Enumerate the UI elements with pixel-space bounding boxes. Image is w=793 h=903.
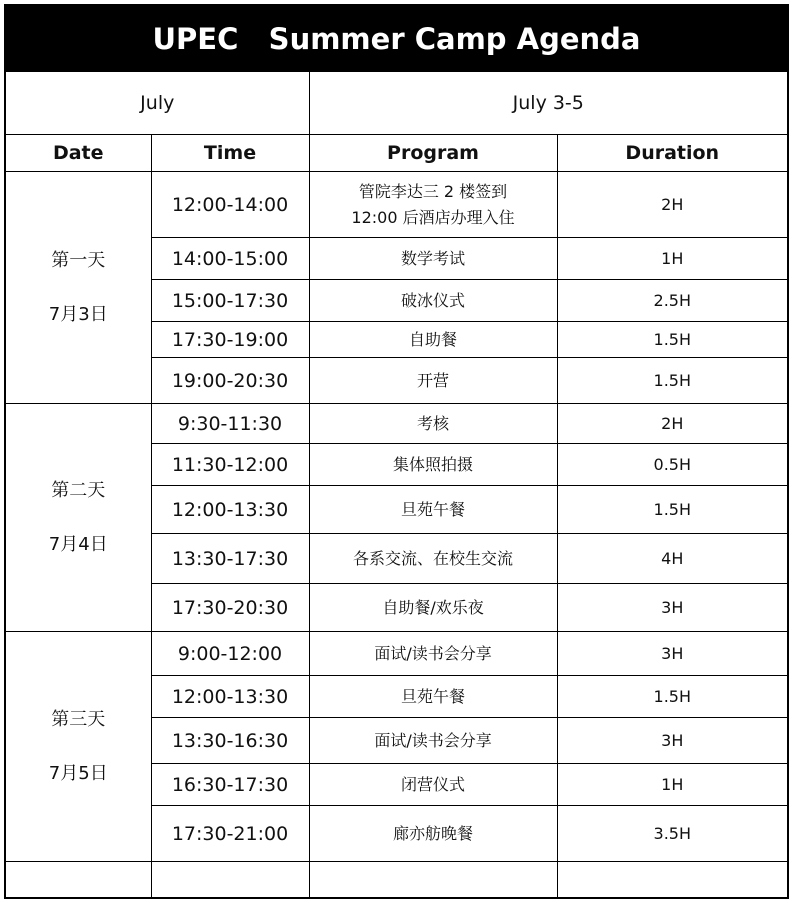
program-cell (309, 806, 557, 862)
duration-cell: 3H (557, 718, 787, 764)
program-line: 自助餐/欢乐夜 (382, 597, 484, 617)
header-duration: Duration (557, 135, 787, 172)
program-line: 旦苑午餐 (401, 686, 466, 706)
month-label: July (6, 72, 309, 135)
program-line: 开营 (417, 370, 450, 390)
program-cell (309, 534, 557, 584)
program-line: 自助餐 (409, 329, 458, 349)
agenda-row (6, 404, 787, 444)
day-cell (6, 172, 151, 404)
program-cell (309, 584, 557, 632)
duration-cell: 3H (557, 584, 787, 632)
day-name: 第三天 (51, 708, 106, 730)
program-line: 旦苑午餐 (401, 499, 466, 519)
program-cell (309, 718, 557, 764)
program-cell (309, 172, 557, 238)
time-cell: 12:00-13:30 (151, 486, 309, 534)
duration-cell: 3H (557, 632, 787, 676)
day-name: 第二天 (51, 479, 106, 501)
header-time: Time (151, 135, 309, 172)
agenda-frame (4, 4, 789, 899)
month-range: July 3-5 (309, 72, 787, 135)
program-cell (309, 764, 557, 806)
time-cell: 9:00-12:00 (151, 632, 309, 676)
agenda-table (6, 72, 787, 899)
blank-cell (6, 862, 151, 900)
day-gap (6, 505, 151, 531)
blank-cell (151, 862, 309, 900)
day-cell (6, 404, 151, 632)
blank-row (6, 862, 787, 900)
program-cell (309, 486, 557, 534)
day-name: 第一天 (51, 249, 106, 271)
time-cell: 13:30-16:30 (151, 718, 309, 764)
blank-cell (557, 862, 787, 900)
program-line: 集体照拍摄 (393, 454, 474, 474)
program-line: 各系交流、在校生交流 (353, 548, 514, 568)
program-cell (309, 404, 557, 444)
time-cell: 11:30-12:00 (151, 444, 309, 486)
program-cell (309, 676, 557, 718)
duration-cell: 0.5H (557, 444, 787, 486)
header-row (6, 135, 787, 172)
time-cell: 16:30-17:30 (151, 764, 309, 806)
day-gap (6, 734, 151, 760)
program-line: 数学考试 (401, 248, 466, 268)
time-cell: 9:30-11:30 (151, 404, 309, 444)
time-cell: 17:30-21:00 (151, 806, 309, 862)
program-line: 管院李达三 2 楼签到 (358, 181, 508, 201)
program-cell (309, 444, 557, 486)
duration-cell: 3.5H (557, 806, 787, 862)
program-line: 闭营仪式 (401, 774, 466, 794)
program-cell (309, 322, 557, 358)
time-cell: 13:30-17:30 (151, 534, 309, 584)
duration-cell: 1.5H (557, 486, 787, 534)
page-title: UPEC Summer Camp Agenda (6, 6, 787, 72)
time-cell: 17:30-19:00 (151, 322, 309, 358)
time-cell: 12:00-13:30 (151, 676, 309, 718)
blank-cell (309, 862, 557, 900)
program-cell (309, 238, 557, 280)
program-line: 面试/读书会分享 (374, 643, 492, 663)
day-date: 7月5日 (48, 762, 108, 784)
header-program: Program (309, 135, 557, 172)
duration-cell: 1.5H (557, 322, 787, 358)
time-cell: 12:00-14:00 (151, 172, 309, 238)
agenda-body (6, 172, 787, 862)
day-date: 7月4日 (48, 533, 108, 555)
time-cell: 17:30-20:30 (151, 584, 309, 632)
month-row (6, 72, 787, 135)
program-cell (309, 280, 557, 322)
program-cell (309, 632, 557, 676)
day-gap (6, 275, 151, 301)
header-date: Date (6, 135, 151, 172)
duration-cell: 1.5H (557, 358, 787, 404)
agenda-row (6, 172, 787, 238)
program-line: 12:00 后酒店办理入住 (351, 207, 515, 227)
day-cell (6, 632, 151, 862)
time-cell: 19:00-20:30 (151, 358, 309, 404)
duration-cell: 1H (557, 238, 787, 280)
time-cell: 14:00-15:00 (151, 238, 309, 280)
program-line: 面试/读书会分享 (374, 730, 492, 750)
duration-cell: 2H (557, 404, 787, 444)
duration-cell: 2.5H (557, 280, 787, 322)
duration-cell: 1H (557, 764, 787, 806)
program-cell (309, 358, 557, 404)
duration-cell: 4H (557, 534, 787, 584)
duration-cell: 1.5H (557, 676, 787, 718)
program-line: 破冰仪式 (401, 290, 466, 310)
program-line: 廊亦舫晚餐 (393, 823, 474, 843)
day-date: 7月3日 (48, 303, 108, 325)
duration-cell: 2H (557, 172, 787, 238)
agenda-row (6, 632, 787, 676)
program-line: 考核 (417, 413, 450, 433)
time-cell: 15:00-17:30 (151, 280, 309, 322)
